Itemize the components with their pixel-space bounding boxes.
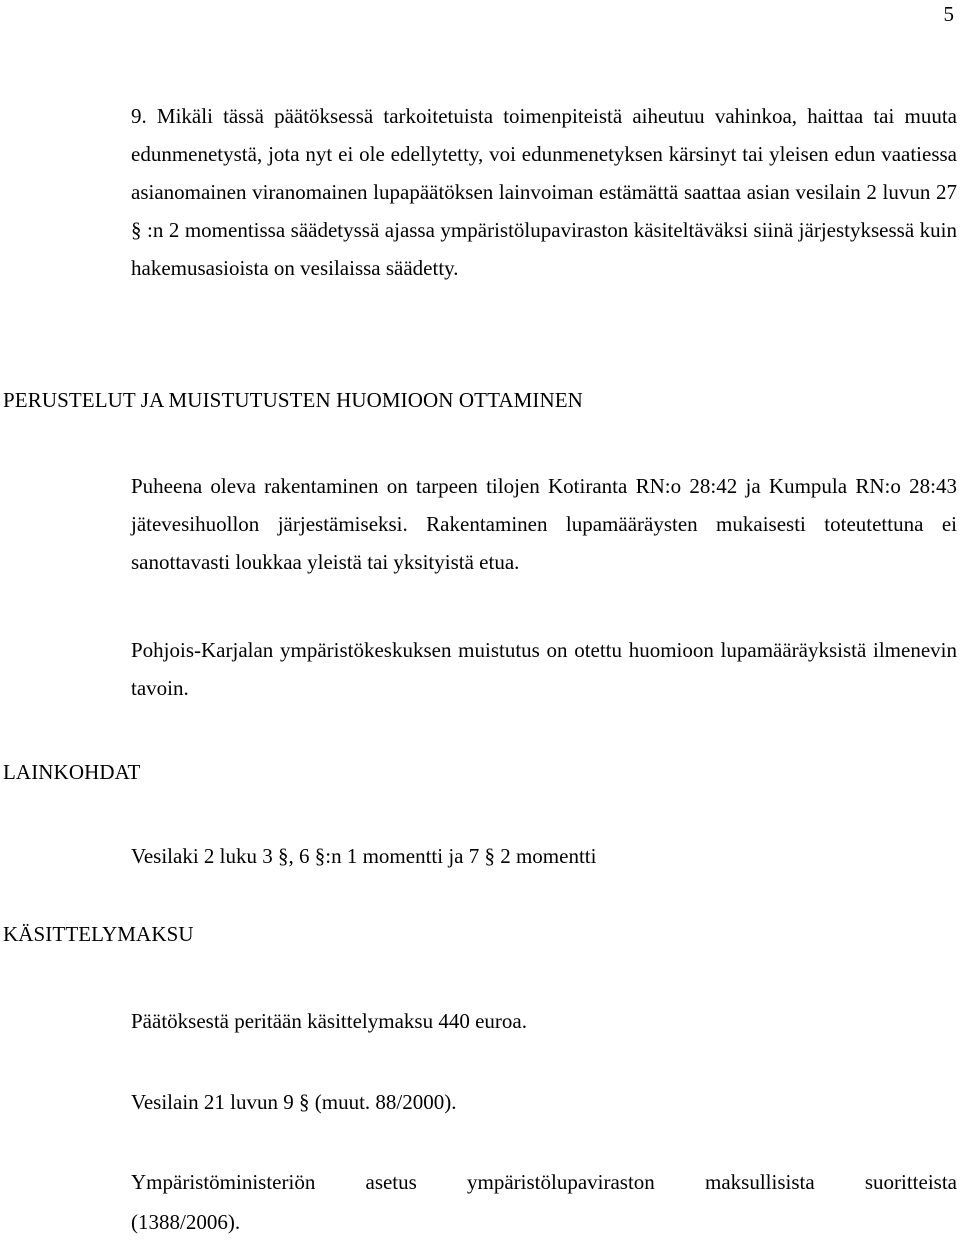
page-number: 5 [943,2,954,26]
paragraph-perustelut-1: Puheena oleva rakentaminen on tarpeen tilojen Kotiranta RN:o 28:42 ja Kumpula RN:o 28:43 jätevesihuollon järjestämiseksi. Rakentaminen lupamääräysten mukaisesti toteutettuna ei sanottavasti loukkaa yleistä tai yksityistä etua. [131,474,957,574]
heading-lainkohdat: LAINKOHDAT [3,760,141,784]
paragraph-lainkohdat: Vesilaki 2 luku 3 §, 6 §:n 1 momentti ja 7 § 2 momentti [131,844,597,868]
paragraph-item-9: 9. Mikäli tässä päätöksessä tarkoitetuista toimenpiteistä aiheutuu vahinkoa, haittaa tai muuta edunmenetystä, jota nyt ei ole edellytetty, voi edunmenetyksen kärsinyt tai yleisen edun vaatiessa asianomainen viranomainen lupapäätöksen lainvoiman estämättä saattaa asian vesilain 2 luvun 27 § :n 2 momentissa säädetyssä ajassa ympäristölupaviraston käsiteltäväksi siinä järjestyksessä kuin hakemusasioista on vesilaissa säädetty. [131,104,957,280]
paragraph-kasittelymaksu-2: Vesilain 21 luvun 9 § (muut. 88/2000). [131,1090,457,1114]
heading-kasittelymaksu: KÄSITTELYMAKSU [3,922,194,946]
paragraph-kasittelymaksu-3-line-2: (1388/2006). [131,1210,241,1234]
paragraph-kasittelymaksu-1: Päätöksestä peritään käsittelymaksu 440 euroa. [131,1009,527,1033]
paragraph-perustelut-2: Pohjois-Karjalan ympäristökeskuksen muistutus on otettu huomioon lupamääräyksistä ilmenevin tavoin. [131,638,957,700]
paragraph-kasittelymaksu-3-line-1: Ympäristöministeriön asetus ympäristölupaviraston maksullisista suoritteista [131,1170,957,1194]
heading-perustelut: PERUSTELUT JA MUISTUTUSTEN HUOMIOON OTTAMINEN [3,388,583,412]
